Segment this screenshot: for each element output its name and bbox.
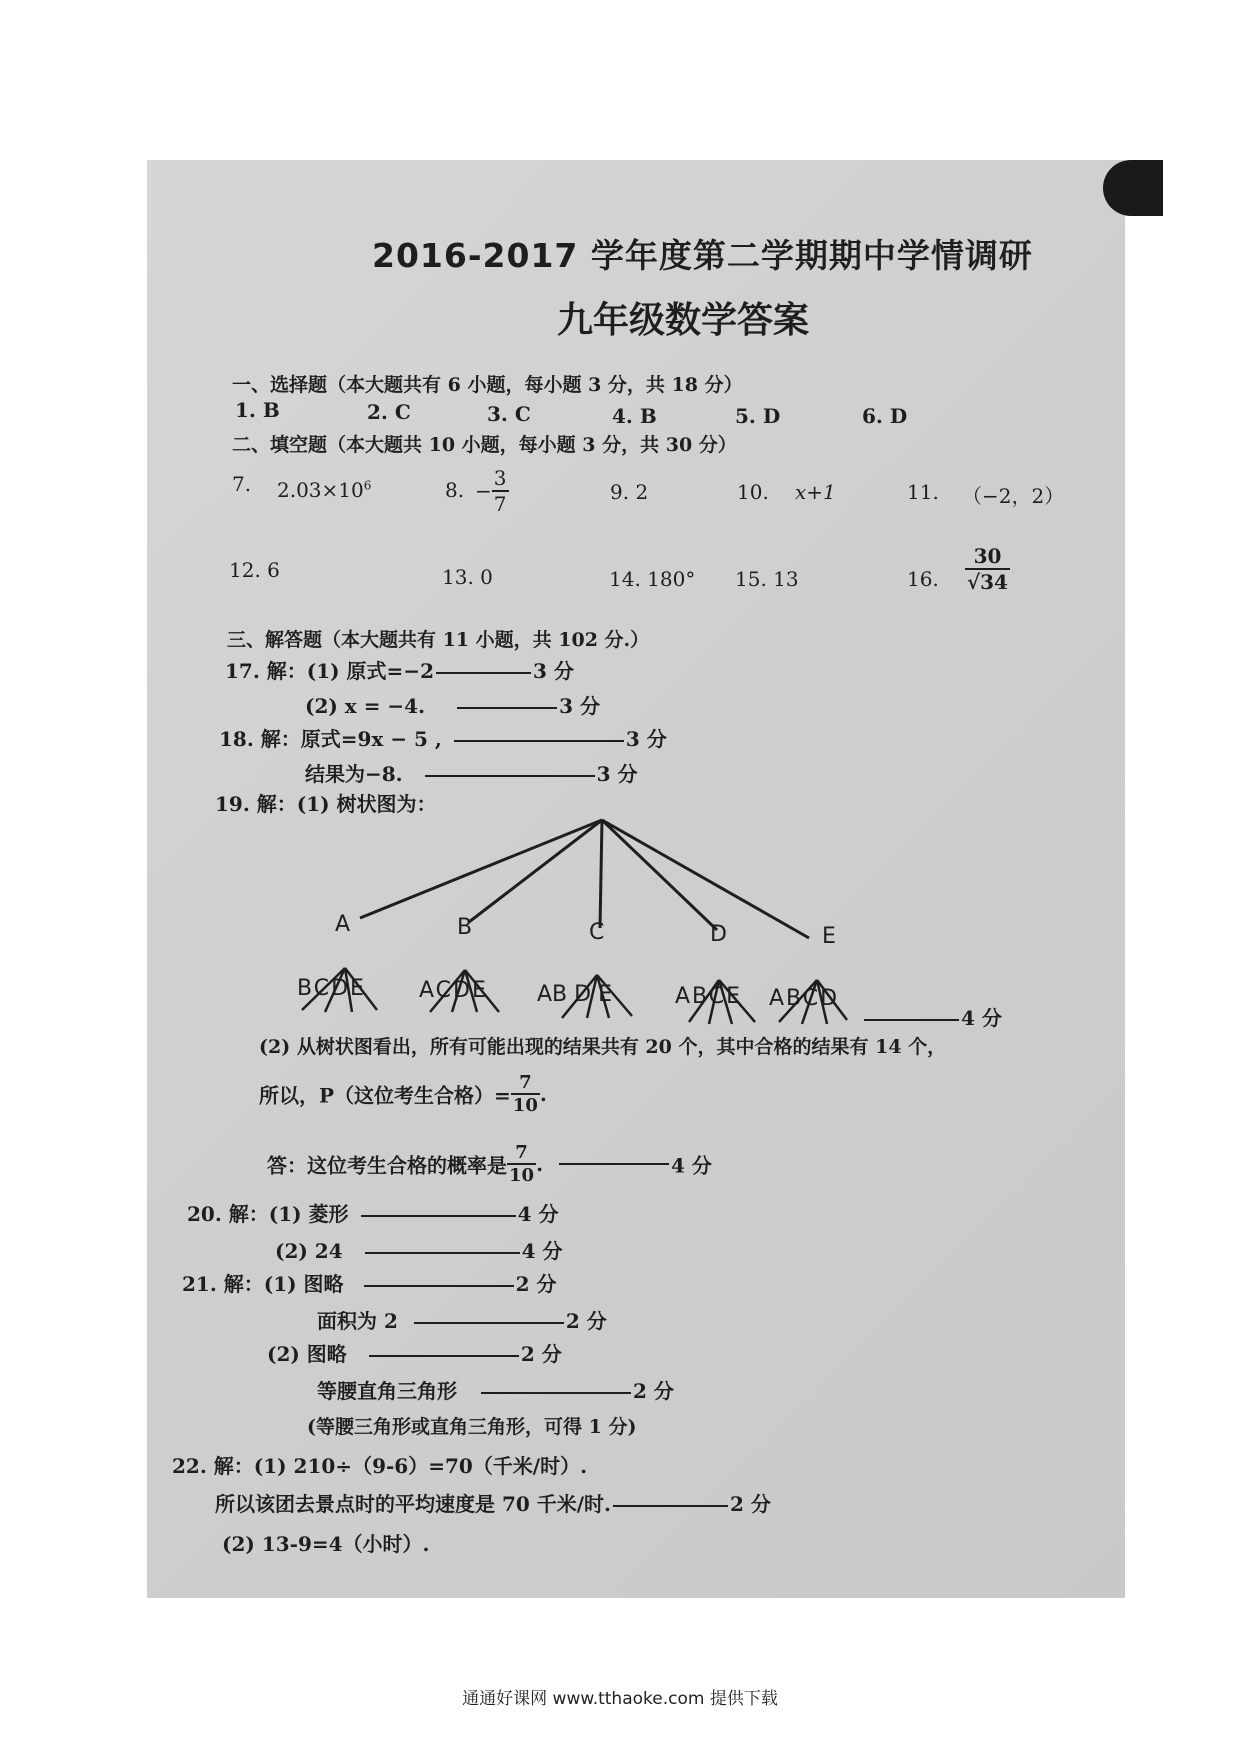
q10-answer: x+1 xyxy=(795,480,836,504)
q21-part1: 21. 解：(1) 图略 2 分 xyxy=(182,1272,557,1296)
q10-number: 10. xyxy=(737,480,769,504)
mc-answer-1: 1. B xyxy=(235,398,280,422)
q7-number: 7. xyxy=(232,472,252,496)
mc-answer-2: 2. C xyxy=(367,400,411,424)
q18-part1: 18. 解：原式=9x − 5 , 3 分 xyxy=(219,727,667,751)
page-title: 2016-2017 学年度第二学期期中学情调研 xyxy=(372,236,1033,275)
q11-number: 11. xyxy=(907,480,939,504)
tree-node-d: D xyxy=(710,922,727,947)
close-icon xyxy=(1103,160,1163,216)
tree-branch-a xyxy=(360,820,602,918)
q8-answer: − $\frac{3}{7}$ xyxy=(475,466,507,516)
q17-part2: (2) x = −4. 3 分 xyxy=(305,694,600,718)
q16-answer: $\frac{30}{√34}$ xyxy=(967,544,1008,594)
tree-leaf-e: ABCD xyxy=(769,986,840,1011)
mc-answer-5: 5. D xyxy=(735,404,781,428)
q19-tree-score: 4 分 xyxy=(862,1002,1002,1031)
tree-node-e: E xyxy=(822,924,836,949)
q18-part2: 结果为−8. 3 分 xyxy=(305,762,638,786)
q21-note: (等腰三角形或直角三角形，可得 1 分) xyxy=(307,1416,637,1438)
q12-answer: 12. 6 xyxy=(229,558,280,582)
tree-node-c: C xyxy=(589,920,605,945)
q21-triangle: 等腰直角三角形 2 分 xyxy=(317,1379,674,1403)
tree-leaf-d: ABCE xyxy=(675,984,743,1009)
tree-leaf-b: ACDE xyxy=(419,978,488,1003)
answer-sheet-photo xyxy=(147,160,1125,1598)
q20-part2: (2) 24 4 分 xyxy=(275,1239,563,1263)
q22-part1: 22. 解：(1) 210÷（9-6）=70（千米/时）. xyxy=(172,1454,588,1478)
q19-answer: 答：这位考生合格的概率是 $\frac{7}{10}$ . 4 分 xyxy=(267,1142,712,1186)
footer-credit: 通通好课网 www.tthaoke.com 提供下载 xyxy=(462,1689,778,1709)
tree-diagram xyxy=(147,160,1125,1060)
q16-number: 16. xyxy=(907,567,939,591)
q13-answer: 13. 0 xyxy=(442,565,493,589)
q19-part1: 19. 解：(1) 树状图为： xyxy=(215,792,437,816)
q14-answer: 14. 180° xyxy=(609,567,696,591)
tree-node-a: A xyxy=(335,912,351,937)
q11-answer: （−2，2） xyxy=(962,484,1065,508)
q22-part2: (2) 13-9=4（小时）. xyxy=(222,1532,430,1556)
tree-branch-b xyxy=(469,820,602,922)
mc-answer-4: 4. B xyxy=(612,404,657,428)
q20-part1: 20. 解：(1) 菱形 4 分 xyxy=(187,1202,559,1226)
q7-answer: $2.03\times 10^6$ xyxy=(277,478,372,502)
section3-heading: 三、解答题（本大题共有 11 小题，共 102 分.） xyxy=(227,629,650,651)
q22-speed: 所以该团去景点时的平均速度是 70 千米/时. 2 分 xyxy=(215,1492,771,1516)
q19-probability: 所以，P（这位考生合格）= $\frac{7}{10}$ . xyxy=(259,1072,547,1116)
tree-node-b: B xyxy=(457,915,473,940)
section2-heading: 二、填空题（本大题共 10 小题，每小题 3 分，共 30 分） xyxy=(232,434,737,456)
q21-part2: (2) 图略 2 分 xyxy=(267,1342,562,1366)
tree-branch-c xyxy=(600,820,602,928)
q19-part2: (2) 从树状图看出，所有可能出现的结果共有 20 个，其中合格的结果有 14 个， xyxy=(259,1036,947,1058)
section1-heading: 一、选择题（本大题共有 6 小题，每小题 3 分，共 18 分） xyxy=(232,374,743,396)
mc-answer-3: 3. C xyxy=(487,402,531,426)
q17-part1: 17. 解：(1) 原式=−2 3 分 xyxy=(225,659,574,683)
q8-number: 8. xyxy=(445,478,465,502)
tree-leaf-c: AB D E xyxy=(537,982,612,1007)
q21-area: 面积为 2 2 分 xyxy=(317,1309,607,1333)
tree-leaf-a: BCDE xyxy=(297,976,366,1001)
mc-answer-6: 6. D xyxy=(862,404,908,428)
q15-answer: 15. 13 xyxy=(735,567,799,591)
page-subtitle: 九年级数学答案 xyxy=(557,300,810,341)
q9-answer: 9. 2 xyxy=(610,480,649,504)
